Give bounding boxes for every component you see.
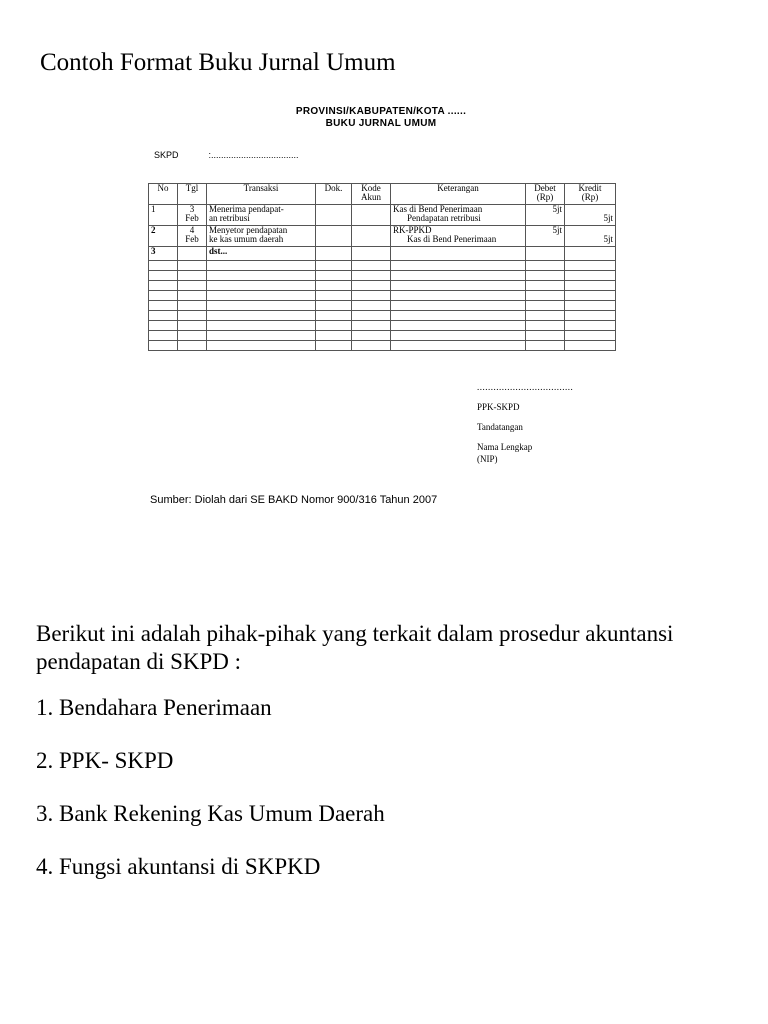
cell-tgl-day: 4 [189,225,195,235]
table-row [149,226,616,247]
col-header-keterangan: Keterangan [391,184,526,205]
intro-paragraph: Berikut ini adalah pihak-pihak yang terkait dalam prosedur akuntansi pendapatan di SKPD : [36,621,674,674]
cell-debet: 5jt [526,205,565,226]
cell-kode-akun [352,247,391,261]
cell-debet: 5jt [526,226,565,247]
cell-dok [316,205,352,226]
col-header-akun: Akun [361,192,381,202]
table-row [149,341,616,351]
cell-kode-akun [352,205,391,226]
table-row [149,301,616,311]
col-header-transaksi: Transaksi [207,184,316,205]
list-item: 4. Fungsi akuntansi di SKPKD [36,854,321,879]
col-header-tgl: Tgl [178,184,207,205]
list-item: 1. Bendahara Penerimaan [36,695,272,720]
cell-keterangan [391,247,526,261]
cell-kredit-value: 5jt [603,234,613,244]
col-header-debet-label: Debet [534,183,556,193]
parties-list [36,694,385,906]
table-row [149,205,616,226]
cell-tgl-month: Feb [185,213,199,223]
table-row [149,271,616,281]
skpd-value: :................................... [208,150,299,160]
signature-nip: (NIP) [477,454,498,464]
col-header-debet [526,184,565,205]
journal-table [148,183,616,351]
cell-no: 2 [149,226,178,247]
form-header [148,106,614,130]
cell-dok [316,226,352,247]
cell-debet [526,247,565,261]
table-header-row [149,184,616,205]
cell-transaksi: dst... [207,247,316,261]
cell-tgl [178,226,207,247]
col-header-kredit-label: Kredit [578,183,602,193]
cell-tgl-day: 3 [189,204,195,214]
cell-transaksi-line1: Menyetor pendapatan [209,225,288,235]
col-header-debet-unit: (Rp) [536,192,554,202]
signature-name: Nama Lengkap [477,442,533,452]
table-row [149,311,616,321]
skpd-label: SKPD [154,150,179,160]
skpd-line [154,150,299,160]
col-header-kode-akun [352,184,391,205]
cell-transaksi-line1: Menerima pendapat- [209,204,284,214]
signature-sign: Tandatangan [477,422,523,432]
list-item: 2. PPK- SKPD [36,748,174,773]
cell-transaksi-line2: an retribusi [209,213,250,223]
cell-tgl [178,247,207,261]
table-row [149,281,616,291]
table-row [149,291,616,301]
cell-dok [316,247,352,261]
cell-keterangan [391,226,526,247]
cell-transaksi-line2: ke kas umum daerah [209,234,284,244]
list-item: 3. Bank Rekening Kas Umum Daerah [36,801,385,826]
cell-no: 3 [149,247,178,261]
col-header-kode: Kode [361,183,381,193]
signature-dots: ................................... [477,382,574,392]
cell-transaksi [207,226,316,247]
form-header-province: PROVINSI/KABUPATEN/KOTA ...... [295,106,467,117]
table-row [149,247,616,261]
col-header-dok: Dok. [316,184,352,205]
col-header-kredit-unit: (Rp) [581,192,599,202]
cell-tgl [178,205,207,226]
signature-block [477,382,573,464]
cell-kredit [565,247,616,261]
cell-transaksi [207,205,316,226]
cell-keterangan-line2: Pendapatan retribusi [407,213,481,223]
table-row [149,261,616,271]
table-row [149,321,616,331]
page-title: Contoh Format Buku Jurnal Umum [40,49,396,76]
signature-role: PPK-SKPD [477,402,520,412]
cell-keterangan-line1: RK-PPKD [393,225,432,235]
col-header-kredit [565,184,616,205]
cell-kode-akun [352,226,391,247]
cell-kredit [565,226,616,247]
cell-kredit [565,205,616,226]
cell-keterangan-line2: Kas di Bend Penerimaan [407,234,497,244]
cell-no: 1 [149,205,178,226]
col-header-no: No [149,184,178,205]
table-row [149,331,616,341]
cell-keterangan [391,205,526,226]
cell-keterangan-line1: Kas di Bend Penerimaan [393,204,483,214]
source-note: Sumber: Diolah dari SE BAKD Nomor 900/316 Tahun 2007 [150,494,438,506]
form-header-title: BUKU JURNAL UMUM [325,118,437,129]
cell-tgl-month: Feb [185,234,199,244]
cell-kredit-value: 5jt [603,213,613,223]
